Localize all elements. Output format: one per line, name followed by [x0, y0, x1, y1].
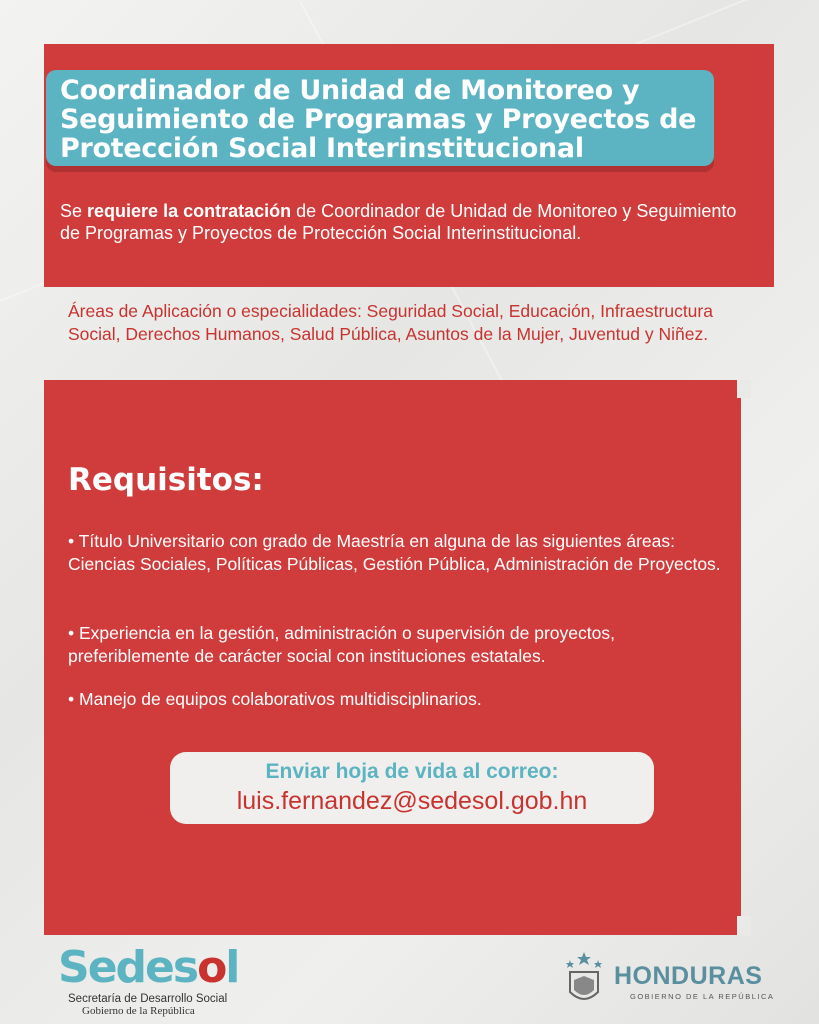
requirements-heading: Requisitos:: [68, 462, 264, 498]
contact-email-link[interactable]: luis.fernandez@sedesol.gob.hn: [236, 787, 588, 815]
requirement-item: • Experiencia en la gestión, administración o supervisión de proyectos, preferiblemente de carácter social con instituciones estatales.: [68, 623, 615, 666]
intro-paragraph: [60, 200, 760, 244]
logo-text-accent: o: [197, 942, 226, 993]
honduras-wordmark: HONDURAS: [614, 962, 763, 990]
honduras-emblem-icon: [560, 950, 608, 1010]
sedesol-logo: [58, 942, 238, 993]
page-title: [60, 76, 720, 163]
card-notch: [737, 916, 751, 936]
logo-text: l: [225, 942, 239, 993]
sedesol-subtitle-2: Gobierno de la República: [82, 1005, 195, 1017]
card-notch: [737, 380, 751, 398]
application-areas: Áreas de Aplicación o especialidades: Seguridad Social, Educación, Infraestructura Social, Derechos Humanos, Salud Pública, Asuntos de la Mujer, Juventud y Niñez.: [68, 301, 713, 344]
requirement-item: • Manejo de equipos colaborativos multidisciplinarios.: [68, 689, 482, 709]
title-line: Coordinador de Unidad de Monitoreo y: [60, 75, 640, 106]
logo-text: Sedes: [58, 942, 198, 993]
contact-label: Enviar hoja de vida al correo:: [265, 760, 559, 783]
intro-rest: de Coordinador de Unidad de Monitoreo y Seguimiento de Programas y Proyectos de Protección Social Interinstitucional.: [60, 201, 737, 243]
title-line: Protección Social Interinstitucional: [60, 133, 584, 164]
honduras-subtitle: GOBIERNO DE LA REPÚBLICA: [630, 992, 775, 1001]
sedesol-subtitle: Secretaría de Desarrollo Social: [68, 993, 228, 1005]
intro-prefix: Se: [60, 201, 88, 221]
requirement-item: • Título Universitario con grado de Maestría en alguna de las siguientes áreas: Ciencias Sociales, Políticas Públicas, Gestión Pública, Administración de Proyectos.: [68, 531, 721, 574]
intro-emphasis: requiere la contratación: [87, 201, 292, 221]
title-line: Seguimiento de Programas y Proyectos de: [60, 104, 697, 135]
